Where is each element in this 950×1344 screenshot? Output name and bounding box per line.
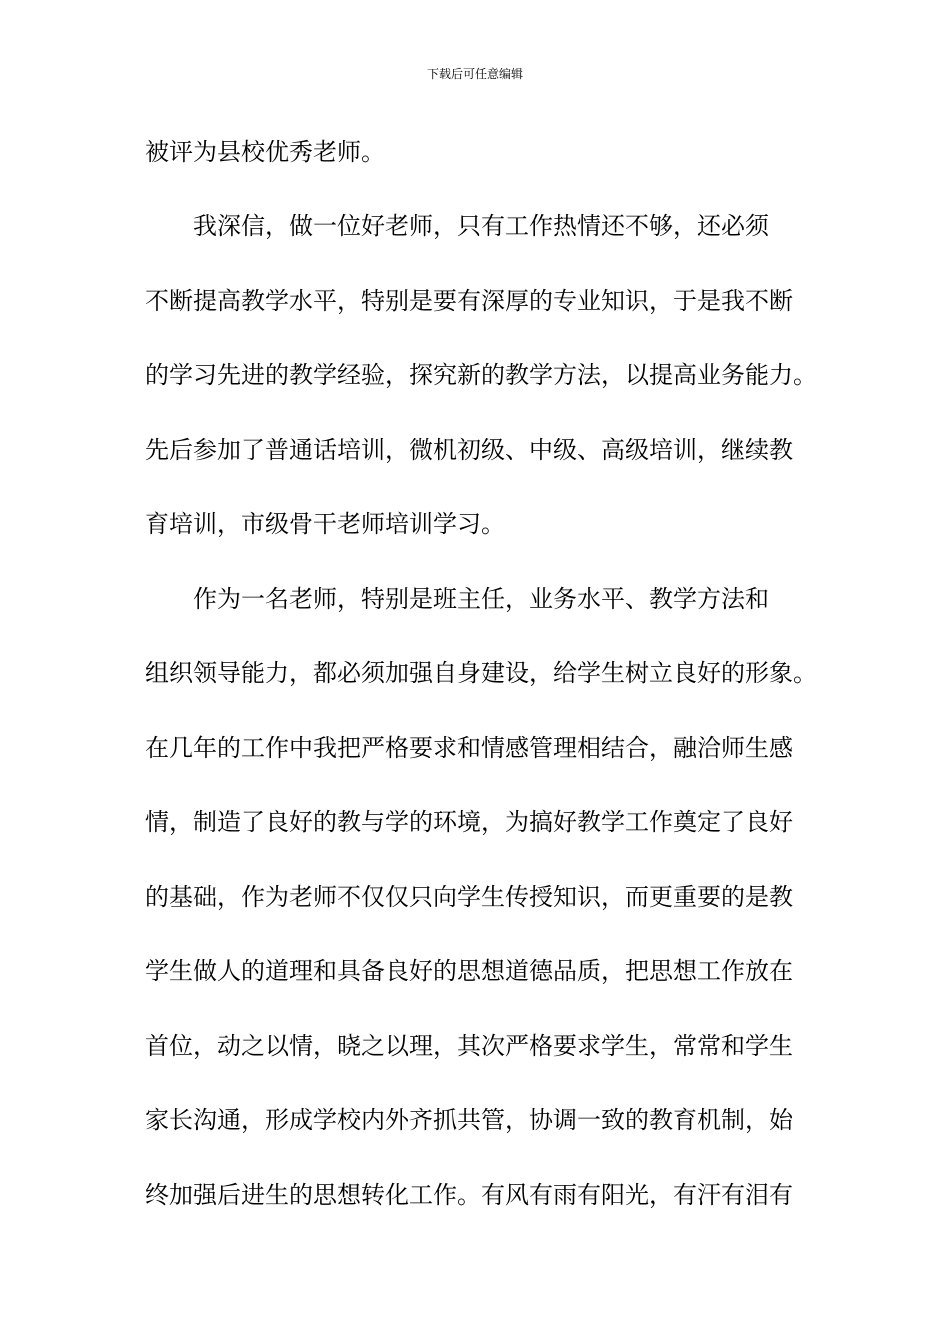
text-line: 不断提高教学水平，特别是要有深厚的专业知识，于是我不断: [145, 287, 793, 315]
text-line: 育培训，市级骨干老师培训学习。: [145, 510, 505, 538]
text-line: 先后参加了普通话培训，微机初级、中级、高级培训，继续教: [145, 436, 793, 464]
text-line: 我深信，做一位好老师，只有工作热情还不够，还必须: [145, 212, 769, 240]
text-line: 学生做人的道理和具备良好的思想道德品质，把思想工作放在: [145, 957, 793, 985]
page-header: 下载后可任意编辑: [426, 67, 523, 81]
text-line: 首位，动之以情，晓之以理，其次严格要求学生，常常和学生: [145, 1032, 793, 1060]
text-line: 终加强后进生的思想转化工作。有风有雨有阳光，有汗有泪有: [145, 1181, 793, 1209]
text-line: 的学习先进的教学经验，探究新的教学方法，以提高业务能力。: [145, 361, 817, 389]
text-line: 的基础，作为老师不仅仅只向学生传授知识，而更重要的是教: [145, 883, 793, 911]
text-line: 情，制造了良好的教与学的环境，为搞好教学工作奠定了良好: [145, 808, 793, 836]
text-line: 组织领导能力，都必须加强自身建设，给学生树立良好的形象。: [145, 659, 817, 687]
text-line: 家长沟通，形成学校内外齐抓共管，协调一致的教育机制，始: [145, 1106, 793, 1134]
text-line: 被评为县校优秀老师。: [145, 138, 385, 166]
text-line: 作为一名老师，特别是班主任，业务水平、教学方法和: [145, 585, 769, 613]
text-line: 在几年的工作中我把严格要求和情感管理相结合，融洽师生感: [145, 734, 793, 762]
